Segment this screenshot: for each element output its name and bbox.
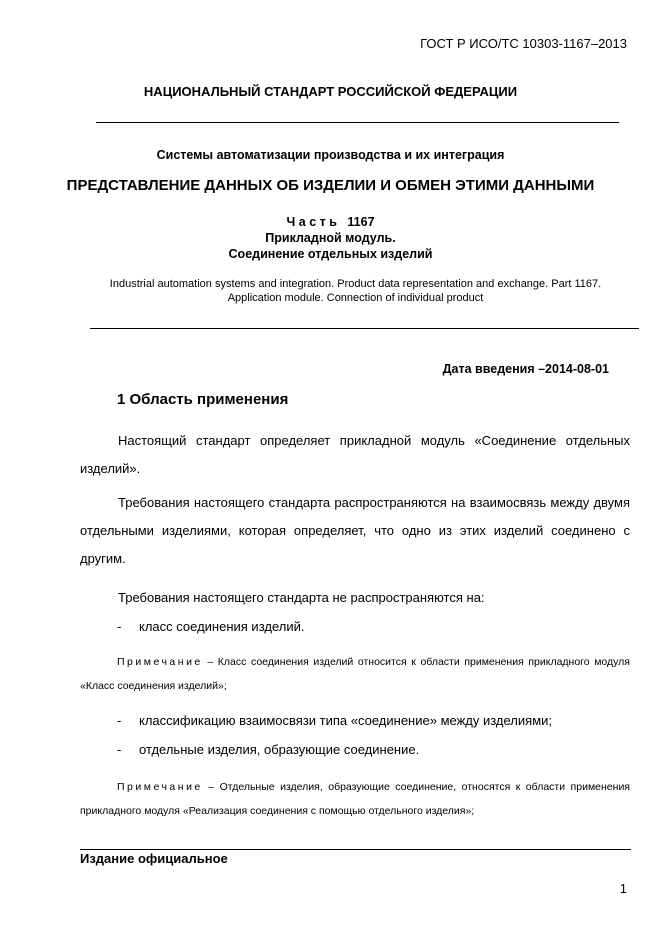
paragraph-1: Настоящий стандарт определяет прикладной модуль «Соединение отдельных изделий». (80, 433, 630, 476)
note-1 (80, 650, 630, 698)
part-label: Часть (286, 215, 341, 229)
part-number: 1167 (347, 215, 375, 229)
footer-divider (80, 849, 631, 850)
edition-label: Издание официальное (80, 851, 228, 866)
paragraph-3: Требования настоящего стандарта не распространяются на: (118, 590, 485, 605)
main-title: ПРЕДСТАВЛЕНИЕ ДАННЫХ ОБ ИЗДЕЛИИ И ОБМЕН ЭТИМИ ДАННЫМИ (66, 177, 595, 194)
series-title: Системы автоматизации производства и их интеграция (156, 148, 505, 162)
part-subtitle-1: Прикладной модуль. (265, 231, 396, 245)
part-block (0, 214, 661, 262)
note-text: – Класс соединения изделий относится к области применения прикладного модуля «Класс соединения изделий»; (80, 656, 630, 692)
list-item (117, 613, 304, 641)
english-title-line1: Industrial automation systems and integration. Product data representation and exchange. Part 1167. (109, 278, 602, 290)
list-item (117, 736, 419, 764)
list-item (117, 707, 552, 735)
english-title (90, 277, 621, 305)
english-title-divider (90, 328, 639, 329)
note-label: Примечание (117, 781, 203, 793)
list-item-text: класс соединения изделий. (139, 619, 305, 634)
note-2 (80, 775, 630, 823)
title-divider (96, 122, 619, 123)
list-item-text: отдельные изделия, образующие соединение. (139, 742, 420, 757)
standard-code: ГОСТ Р ИСО/ТС 10303-1167–2013 (420, 36, 627, 51)
note-text: – Отдельные изделия, образующие соединение, относятся к области применения прикладного модуля «Реализация соединения с помощью отдельного изделия»; (80, 781, 630, 817)
section-heading: 1 Область применения (117, 391, 289, 408)
page-number: 1 (619, 881, 627, 896)
paragraph-2: Требования настоящего стандарта распространяются на взаимосвязь между двумя отдельными изделиями, которая определяет, что одно из этих изделий соединено с другим. (80, 495, 630, 566)
bullet-marker: - (117, 713, 122, 728)
note-label: Примечание (117, 656, 203, 668)
bullet-marker: - (117, 619, 122, 634)
english-title-line2: Application module. Connection of individual product (227, 292, 484, 304)
part-subtitle-2: Соединение отдельных изделий (228, 247, 433, 261)
introduction-date: Дата введения –2014-08-01 (442, 362, 609, 376)
national-standard-title: НАЦИОНАЛЬНЫЙ СТАНДАРТ РОССИЙСКОЙ ФЕДЕРАЦИИ (143, 84, 518, 99)
part-label-line (0, 214, 661, 230)
bullet-marker: - (117, 742, 122, 757)
list-item-text: классификацию взаимосвязи типа «соединение» между изделиями; (139, 713, 553, 728)
